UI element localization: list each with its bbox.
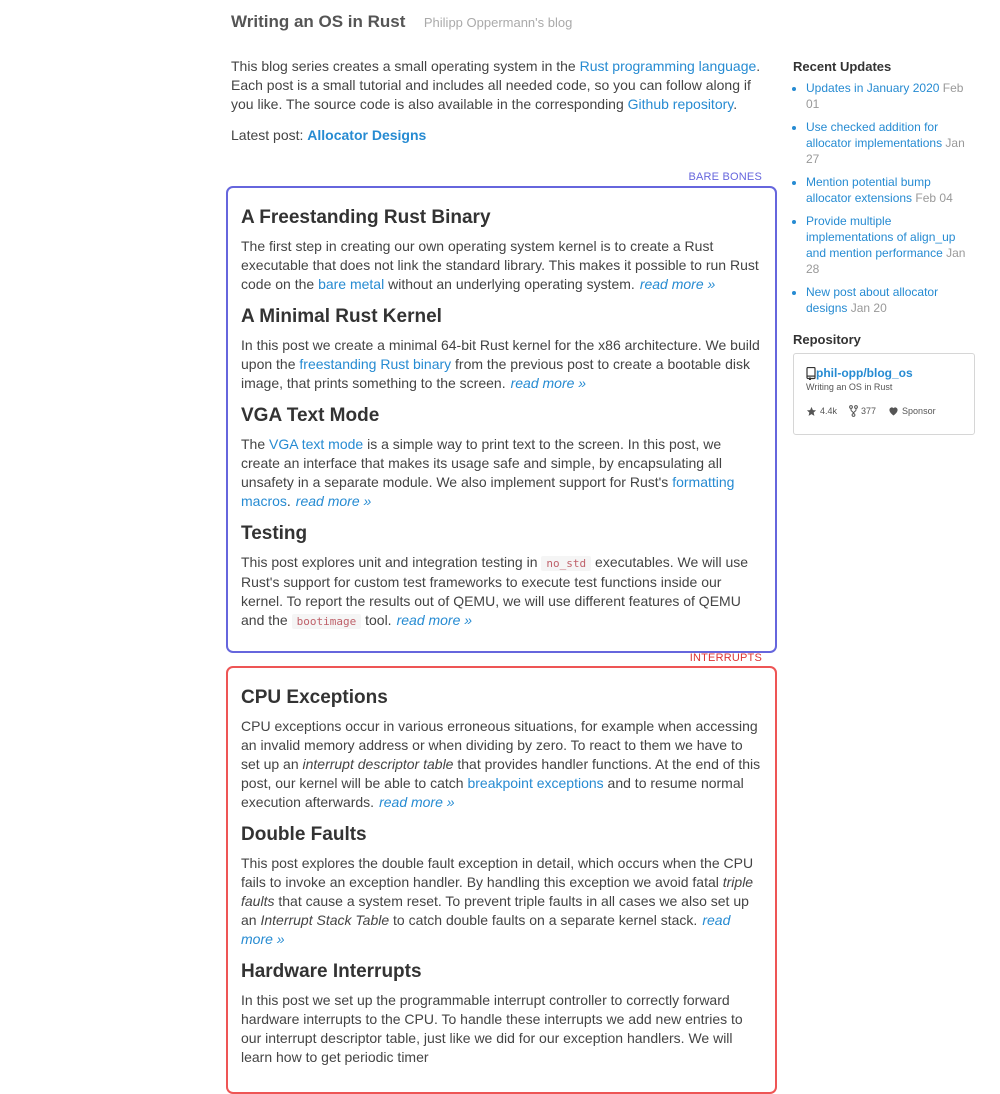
repo-description: Writing an OS in Rust — [806, 382, 893, 392]
repository-card[interactable] — [793, 353, 975, 435]
repo-name-row — [806, 366, 962, 380]
forks-stat[interactable] — [849, 405, 876, 417]
post-summary — [241, 991, 762, 1067]
update-date: Jan 28 — [806, 246, 966, 276]
post-title[interactable]: Testing — [241, 523, 308, 544]
summary-text: The first step in creating our own operating system kernel is to create a Rust executable that does not link the standard library. This makes it possible to run Rust code on the — [241, 238, 759, 292]
emphasis-text: triple faults — [241, 874, 754, 909]
freestanding-binary-link[interactable]: freestanding Rust binary — [299, 356, 452, 372]
vga-text-mode-link[interactable]: VGA text mode — [269, 436, 364, 452]
post-double-faults — [241, 824, 762, 949]
emphasis-text: Interrupt Stack Table — [260, 912, 390, 928]
inline-code: bootimage — [292, 614, 362, 629]
update-link[interactable]: Use checked addition for allocator implementations — [806, 120, 943, 150]
summary-text: and to resume normal execution afterwards. — [241, 775, 744, 810]
github-repository-link[interactable]: Github repository — [627, 96, 734, 112]
update-item — [806, 213, 975, 277]
repository-heading: Repository — [793, 332, 861, 347]
intro-text: This blog series creates a small operating system in the — [231, 58, 580, 74]
inline-code: no_std — [541, 556, 591, 571]
summary-text: . — [286, 493, 291, 509]
heart-icon — [888, 406, 899, 416]
repo-icon — [806, 367, 816, 380]
site-subtitle: Philipp Oppermann's blog — [423, 15, 573, 30]
update-item — [806, 284, 975, 316]
update-item — [806, 80, 975, 112]
summary-text: This post explores unit and integration testing in — [241, 554, 542, 570]
sidebar — [793, 59, 975, 435]
summary-text: In this post we create a minimal 64-bit Rust kernel for the x86 architecture. We build upon the — [241, 337, 760, 372]
section-label-interrupts: INTERRUPTS — [689, 652, 762, 664]
stars-stat[interactable] — [806, 406, 837, 417]
post-hardware-interrupts — [241, 961, 762, 1067]
update-date: Feb 01 — [806, 81, 964, 111]
post-vga-text-mode — [241, 405, 762, 511]
summary-text: to catch double faults on a separate kernel stack. — [389, 912, 698, 928]
update-date: Jan 27 — [806, 136, 965, 166]
sponsor-button[interactable] — [888, 406, 936, 416]
read-more-link[interactable]: read more » — [379, 794, 455, 810]
summary-text: CPU exceptions occur in various erroneous situations, for example when accessing an invalid memory address or when dividing by zero. To react to them we have to set up an — [241, 718, 758, 772]
post-title[interactable]: CPU Exceptions — [241, 687, 388, 708]
update-item — [806, 119, 975, 167]
site-header — [231, 12, 572, 32]
site-title[interactable]: Writing an OS in Rust — [231, 12, 406, 31]
update-item — [806, 174, 975, 206]
latest-post — [231, 126, 771, 145]
stars-count: 4.4k — [820, 406, 838, 416]
update-link[interactable]: Mention potential bump allocator extensions — [806, 175, 931, 205]
forks-count: 377 — [861, 406, 877, 416]
section-bare-bones — [226, 186, 777, 653]
post-title[interactable]: A Minimal Rust Kernel — [241, 306, 442, 327]
post-summary — [241, 854, 762, 949]
summary-text: This post explores the double fault exception in detail, which occurs when the CPU fails to invoke an exception handler. By handling this exception we avoid fatal — [241, 855, 754, 890]
intro-text: . Each post is a small tutorial and includes all needed code, so you can follow along if you like. The source code is also available in the corresponding — [231, 58, 761, 112]
post-summary — [241, 336, 762, 393]
bare-metal-link[interactable]: bare metal — [318, 276, 385, 292]
post-summary — [241, 435, 762, 511]
post-cpu-exceptions — [241, 687, 762, 812]
update-date: Feb 04 — [915, 191, 953, 205]
formatting-macros-link[interactable]: formatting macros — [241, 474, 735, 509]
repo-stats — [806, 405, 962, 417]
post-summary — [241, 237, 762, 294]
intro-text: . — [733, 96, 738, 112]
summary-text: from the previous post to create a bootable disk image, that prints something to the screen. — [241, 356, 750, 391]
post-minimal-kernel — [241, 306, 762, 393]
summary-text: that provides handler functions. At the end of this post, our kernel will be able to catch — [241, 756, 761, 791]
section-label-bare-bones: BARE BONES — [688, 171, 762, 183]
star-icon — [806, 406, 817, 417]
breakpoint-exceptions-link[interactable]: breakpoint exceptions — [467, 775, 604, 791]
update-link[interactable]: Provide multiple implementations of align_up and mention performance — [806, 214, 956, 260]
update-date: Jan 20 — [850, 301, 887, 315]
read-more-link[interactable]: read more » — [639, 276, 716, 292]
summary-text: tool. — [361, 612, 392, 628]
rust-language-link[interactable]: Rust programming language — [579, 58, 757, 74]
post-title[interactable]: Hardware Interrupts — [241, 961, 422, 982]
update-link[interactable]: Updates in January 2020 — [806, 81, 940, 95]
sponsor-label: Sponsor — [902, 406, 936, 416]
section-interrupts — [226, 666, 777, 1094]
fork-icon — [849, 405, 858, 417]
post-summary — [241, 717, 762, 812]
post-title[interactable]: Double Faults — [241, 824, 367, 845]
latest-post-link[interactable]: Allocator Designs — [307, 127, 427, 143]
summary-text: executables. We will use Rust's support for custom test frameworks to execute test functions inside our kernel. To report the results out of QEMU, we will use different features of QEMU and the — [241, 554, 749, 628]
recent-updates-list — [793, 80, 975, 316]
read-more-link[interactable]: read more » — [241, 912, 731, 947]
read-more-link[interactable]: read more » — [396, 612, 473, 628]
summary-text: In this post we set up the programmable interrupt controller to correctly forward hardware interrupts to the CPU. To handle these interrupts we add new entries to our interrupt descriptor table, just like we did for our exception handlers. We will learn how to get periodic timer — [241, 992, 743, 1065]
summary-text: without an underlying operating system. — [384, 276, 635, 292]
repo-name-link[interactable]: phil-opp/blog_os — [816, 366, 913, 380]
summary-text: is a simple way to print text to the screen. In this post, we create an interface that makes its usage safe and simple, by encapsulating all unsafety in a separate module. We also implement support for Rust's — [241, 436, 722, 490]
summary-text: that cause a system reset. To prevent triple faults in all cases we also set up an — [241, 893, 749, 928]
post-summary — [241, 553, 762, 631]
post-title[interactable]: A Freestanding Rust Binary — [241, 207, 491, 228]
summary-text: The — [241, 436, 270, 452]
post-freestanding-binary — [241, 207, 762, 294]
update-link[interactable]: New post about allocator designs — [806, 285, 939, 315]
main-content — [231, 57, 771, 145]
latest-post-label: Latest post: — [231, 127, 308, 143]
read-more-link[interactable]: read more » — [510, 375, 587, 391]
read-more-link[interactable]: read more » — [295, 493, 372, 509]
intro-paragraph — [231, 57, 771, 114]
emphasis-text: interrupt descriptor table — [302, 756, 454, 772]
recent-updates-heading: Recent Updates — [793, 59, 892, 74]
post-title[interactable]: VGA Text Mode — [241, 405, 380, 426]
post-testing — [241, 523, 762, 631]
